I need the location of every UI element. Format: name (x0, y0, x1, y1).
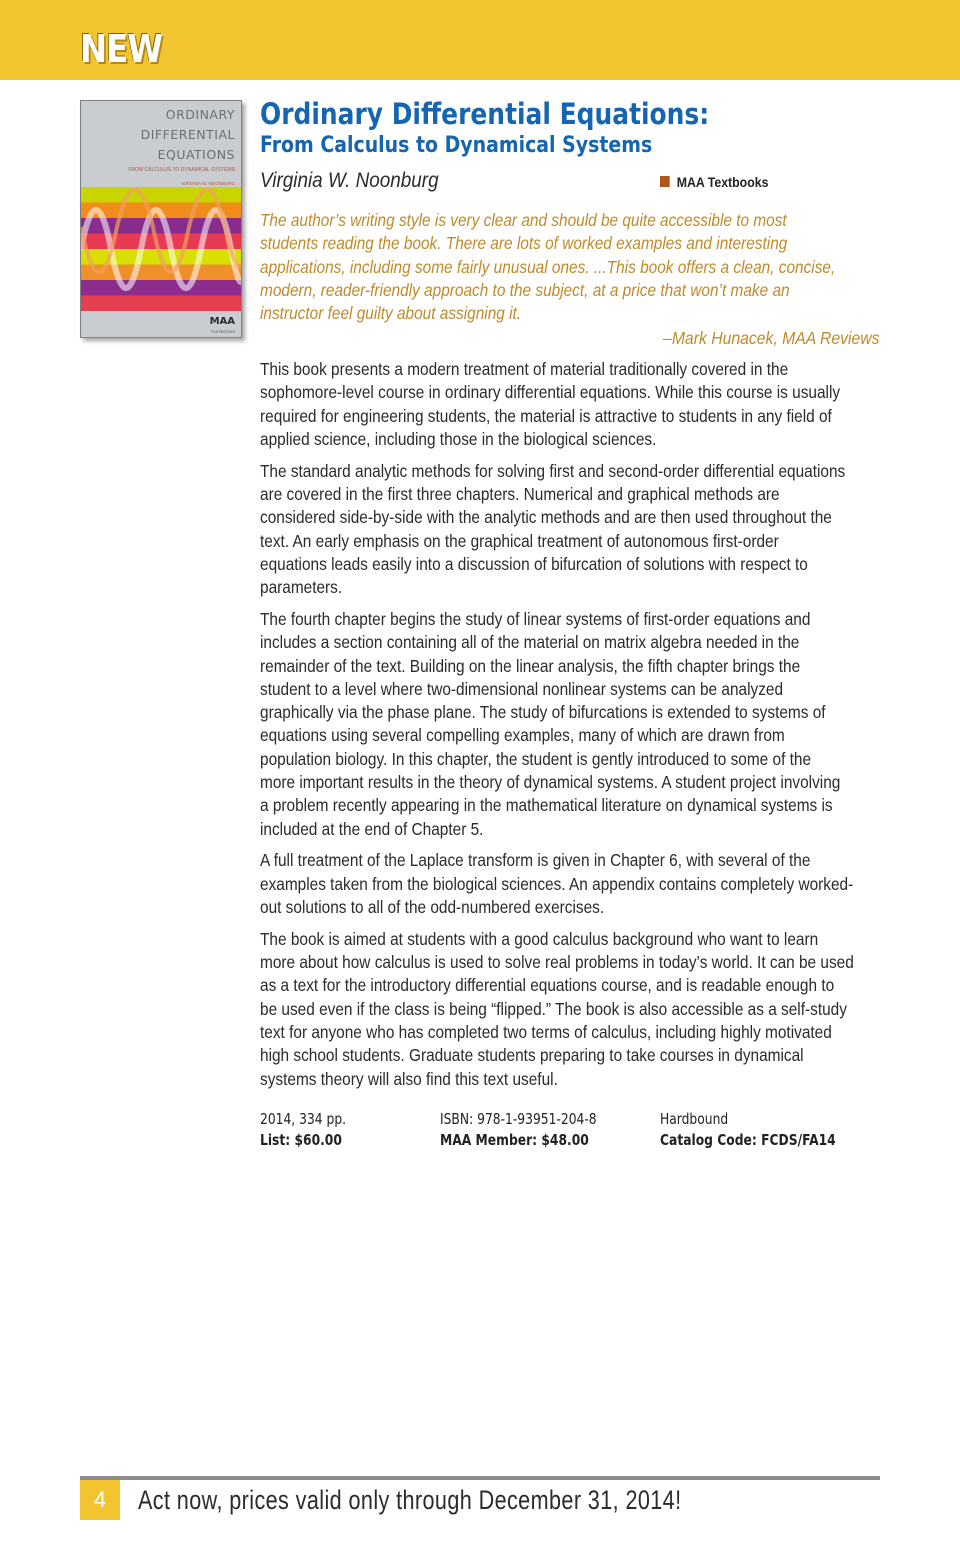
top-banner (0, 0, 960, 80)
description-line: The fourth chapter begins the study of linear systems of first-order equations and (260, 608, 811, 629)
book-cover (80, 100, 242, 338)
description-line: graphically via the phase plane. The study of bifurcations is extended to systems of (260, 702, 826, 723)
info-col-edition (260, 1109, 346, 1150)
book-subtitle: From Calculus to Dynamical Systems (260, 133, 653, 158)
description-paragraph (260, 460, 876, 600)
description-line: parameters. (260, 577, 343, 598)
cover-title-line: EQUATIONS (157, 147, 235, 162)
description-paragraph (260, 358, 876, 451)
description-line: are covered in the first three chapters. Numerical and graphical methods are (260, 483, 780, 504)
series-square-icon (660, 176, 670, 187)
book-title: Ordinary Differential Equations: (260, 97, 710, 131)
description-paragraph (260, 849, 876, 919)
description-line: sophomore-level course in ordinary differential equations. While this course is usually (260, 382, 841, 403)
cover-stripe (81, 296, 241, 312)
description-line: equations leads easily into a discussion of bifurcation of solutions with respect to (260, 553, 808, 574)
description-line: systems theory will also find this text useful. (260, 1068, 558, 1089)
info-col-isbn (440, 1109, 597, 1150)
description-line: student to a level where two-dimensional nonlinear systems can be analyzed (260, 678, 784, 699)
description-line: high school students. Graduate students preparing to take courses in dynamical (260, 1045, 804, 1066)
quote-line: applications, including some fairly unusual ones. ...This book offers a clean, concise, (260, 256, 836, 277)
description-line: text. An early emphasis on the graphical treatment of autonomous first-order (260, 530, 779, 551)
description-line: The book is aimed at students with a good calculus background who want to learn (260, 928, 819, 949)
cover-stripe (81, 280, 241, 296)
new-label: NEW (80, 27, 163, 71)
description-line: This book presents a modern treatment of material traditionally covered in the (260, 359, 789, 379)
review-quote (260, 209, 876, 325)
description-line: more important results in the theory of dynamical systems. A student project involving (260, 772, 841, 793)
quote-line: students reading the book. There are lots of worked examples and interesting (260, 233, 788, 254)
description-line: included at the end of Chapter 5. (260, 818, 484, 839)
review-attribution (664, 327, 880, 350)
member-price: MAA Member: $48.00 (440, 1130, 589, 1149)
cover-title-line: DIFFERENTIAL (140, 127, 235, 142)
info-col-binding (660, 1109, 836, 1150)
description-line: out solutions to all of the odd-numbered exercises. (260, 897, 605, 918)
description-line: equations using several compelling examples, many of which are drawn from (260, 725, 785, 746)
description-paragraph (260, 608, 876, 841)
quote-line: The author’s writing style is very clear and should be quite accessible to most (260, 210, 787, 230)
cover-logo-sub: TEXTBOOKS (210, 329, 235, 334)
book-description (260, 358, 876, 1099)
binding: Hardbound (660, 1110, 729, 1128)
isbn: ISBN: 978-1-93951-204-8 (440, 1110, 597, 1128)
page-number: 4 (80, 1480, 120, 1520)
footer-rule (80, 1476, 880, 1480)
description-line: includes a section containing all of the material on matrix algebra needed in the (260, 632, 800, 653)
description-line: The standard analytic methods for solving first and second-order differential equations (260, 460, 846, 481)
cover-artwork (81, 187, 241, 311)
description-line: applied science, including those in the biological sciences. (260, 428, 657, 449)
series-label (660, 173, 768, 191)
description-line: required for engineering students, the material is attractive to students in any field of (260, 405, 832, 426)
footer-text: Act now, prices valid only through December 31, 2014! (138, 1485, 682, 1515)
quote-line: instructor feel guilty about assigning it. (260, 303, 522, 324)
quote-line: modern, reader-friendly approach to the subject, at a price that won’t make an (260, 279, 790, 300)
cover-maa-logo: MAA (209, 316, 235, 327)
cover-stripe (81, 234, 241, 250)
cover-title-line: ORDINARY (165, 107, 235, 122)
description-line: be used even if the class is being “flipped.” The book is also accessible as a self-study (260, 998, 847, 1019)
series-name: MAA Textbooks (676, 174, 769, 190)
catalog-code: Catalog Code: FCDS/FA14 (660, 1130, 836, 1149)
description-line: A full treatment of the Laplace transform is given in Chapter 6, with several of the (260, 850, 811, 871)
description-line: as a text for the introductory differential equations course, and is readable enough to (260, 975, 835, 996)
description-line: remainder of the text. Building on the linear analysis, the fifth chapter brings the (260, 655, 801, 676)
book-author: Virginia W. Noonburg (260, 169, 439, 192)
review-publication: MAA Reviews (782, 328, 880, 348)
description-line: a problem recently appearing in the mathematical literature on dynamical systems is (260, 795, 833, 816)
reviewer-name: –Mark Hunacek, (663, 328, 783, 348)
description-paragraph (260, 928, 876, 1091)
description-line: population biology. In this chapter, the student is gently introduced to some of the (260, 748, 812, 769)
description-line: considered side-by-side with the analytic methods and are then used throughout the (260, 507, 832, 528)
cover-author: VIRGINIA W. NOONBURG (181, 181, 235, 186)
year-pages: 2014, 334 pp. (260, 1110, 347, 1128)
cover-subtitle: FROM CALCULUS TO DYNAMICAL SYSTEMS (128, 167, 235, 173)
description-line: more about how calculus is used to solve real problems in today’s world. It can be used (260, 952, 854, 973)
description-line: examples taken from the biological sciences. An appendix contains completely worked- (260, 873, 854, 894)
description-line: text for anyone who has completed two terms of calculus, including highly motivated (260, 1022, 832, 1043)
list-price: List: $60.00 (260, 1130, 342, 1149)
cover-title (141, 105, 235, 165)
